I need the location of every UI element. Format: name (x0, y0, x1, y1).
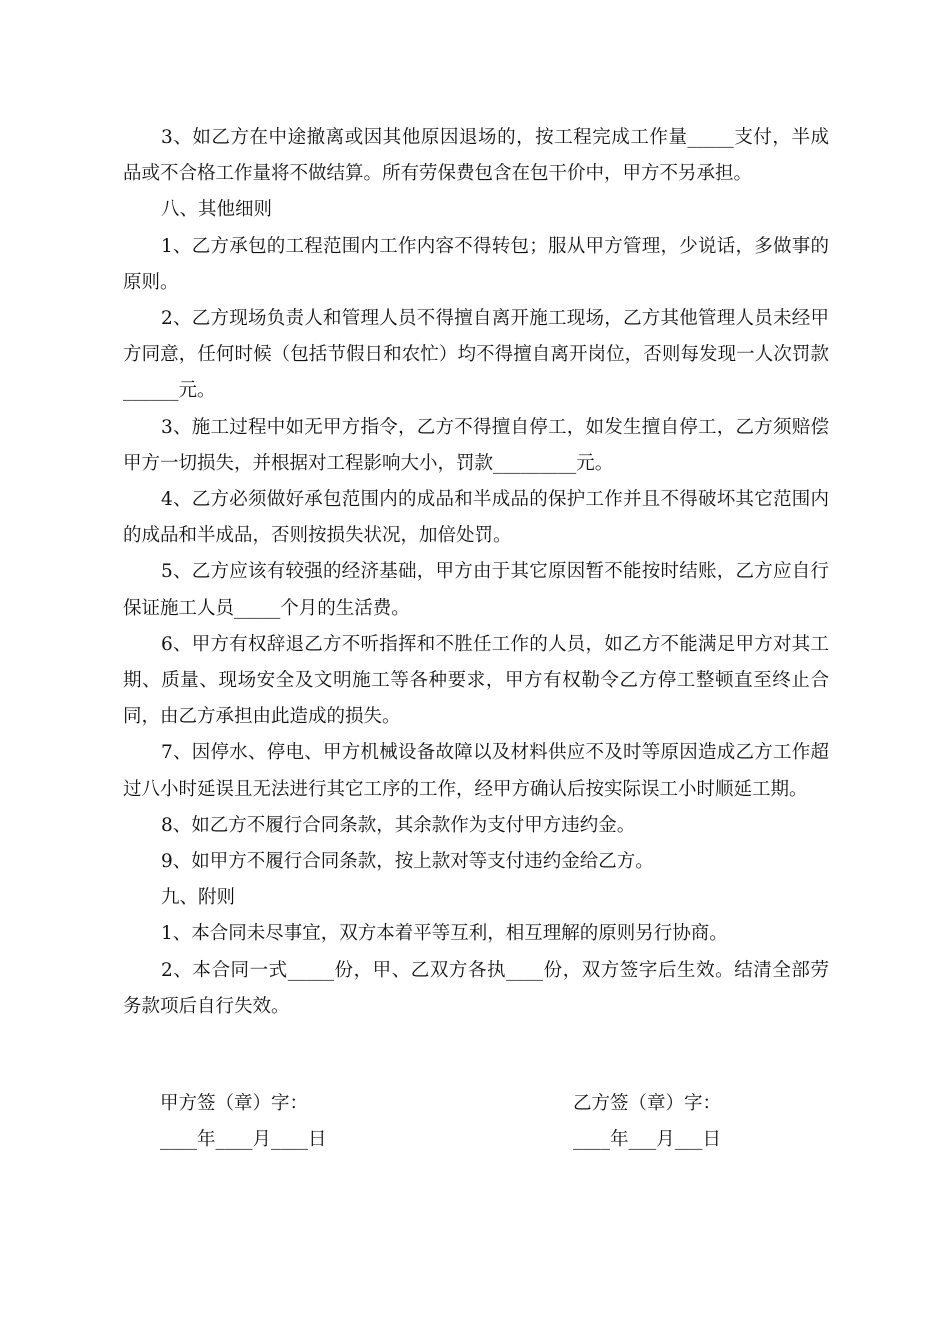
clause-8-6: 6、甲方有权辞退乙方不听指挥和不胜任工作的人员，如乙方不能满足甲方对其工期、质量、现场安全及文明施工等各种要求，甲方有权勒令乙方停工整顿直至终止合同，由乙方承担由此造成的损失。 (123, 633, 829, 728)
contract-body (123, 120, 829, 1025)
party-a-signature-block (160, 1086, 327, 1158)
section-heading-8: 八、其他细则 (161, 199, 273, 221)
section-heading-9: 九、附则 (161, 887, 236, 909)
clause-8-1: 1、乙方承包的工程范围内工作内容不得转包；服从甲方管理，少说话，多做事的原则。 (123, 235, 829, 293)
clause-8-8: 8、如乙方不履行合同条款，其余款作为支付甲方违约金。 (161, 814, 636, 836)
party-b-signature-label: 乙方签（章）字： (573, 1093, 722, 1114)
clause-8-5: 5、乙方应该有较强的经济基础，甲方由于其它原因暂不能按时结账，乙方应自行保证施工人员_____个月的生活费。 (123, 561, 829, 619)
clause-8-2: 2、乙方现场负责人和管理人员不得擅自离开施工现场，乙方其他管理人员未经甲方同意，任何时候（包括节假日和农忙）均不得擅自离开岗位，否则每发现一人次罚款______元。 (123, 308, 829, 402)
clause-9-1: 1、本合同未尽事宜，双方本着平等互利，相互理解的原则另行协商。 (161, 923, 728, 945)
clause-8-7: 7、因停水、停电、甲方机械设备故障以及材料供应不及时等原因造成乙方工作超过八小时延误且无法进行其它工序的工作，经甲方确认后按实际误工小时顺延工期。 (123, 742, 829, 800)
party-a-signature-label: 甲方签（章）字： (160, 1093, 309, 1114)
clause-7-3: 3、如乙方在中途撤离或因其他原因退场的，按工程完成工作量_____支付，半成品或不合格工作量将不做结算。所有劳保费包含在包干价中，甲方不另承担。 (123, 127, 829, 185)
clause-8-9: 9、如甲方不履行合同条款，按上款对等支付违约金给乙方。 (161, 851, 654, 873)
party-a-date-line: ____年____月____日 (160, 1129, 327, 1150)
clause-8-4: 4、乙方必须做好承包范围内的成品和半成品的保护工作并且不得破坏其它范围内的成品和半成品，否则按损失状况，加倍处罚。 (123, 489, 829, 547)
clause-8-3: 3、施工过程中如无甲方指令，乙方不得擅自停工，如发生擅自停工，乙方须赔偿甲方一切损失，并根据对工程影响大小，罚款_________元。 (123, 416, 829, 474)
party-b-signature-block (573, 1086, 721, 1158)
party-b-date-line: ____年___月___日 (573, 1129, 722, 1150)
clause-9-2: 2、本合同一式_____份，甲、乙双方各执____份，双方签字后生效。结清全部劳务款项后自行失效。 (123, 959, 829, 1017)
